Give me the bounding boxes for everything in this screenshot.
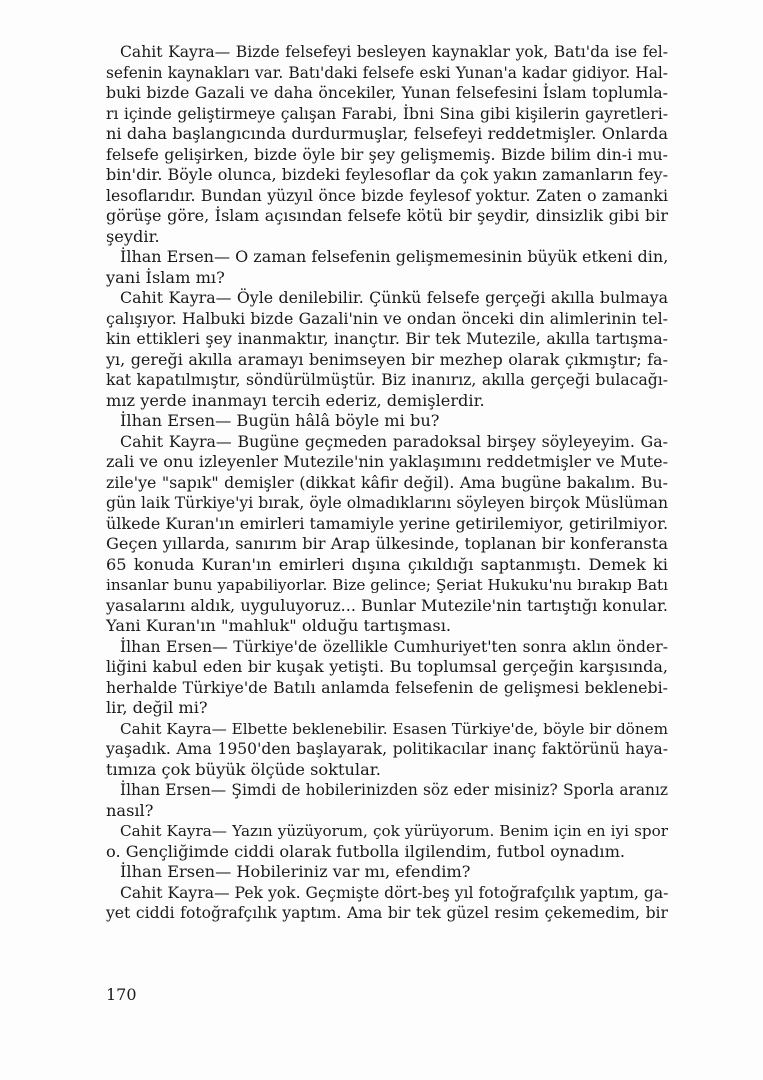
text-line: buki bizde Gazali ve daha öncekiler, Yunan felsefesini İslam toplumla- <box>106 83 668 102</box>
text-line: Cahit Kayra— Öyle denilebilir. Çünkü felsefe gerçeği akılla bulmaya <box>120 288 668 307</box>
text-line: İlhan Ersen— Türkiye'de özellikle Cumhuriyet'ten sonra aklın önder- <box>120 637 668 656</box>
text-line: Yani Kuran'ın "mahluk" olduğu tartışması. <box>106 616 452 635</box>
body-text <box>106 42 668 924</box>
text-line: İlhan Ersen— Hobileriniz var mı, efendim? <box>120 862 471 881</box>
text-line: o. Gençliğimde ciddi olarak futbolla ilgilendim, futbol oynadım. <box>106 841 626 861</box>
text-line: yani İslam mı? <box>106 267 225 287</box>
text-line: nasıl? <box>106 800 154 820</box>
text-line: Cahit Kayra— Elbette beklenebilir. Esasen Türkiye'de, böyle bir dönem <box>120 719 668 738</box>
text-line: Cahit Kayra— Bizde felsefeyi besleyen kaynaklar yok, Batı'da ise fel- <box>120 43 668 61</box>
text-line: İlhan Ersen— Şimdi de hobilerinizden söz eder misiniz? Sporla aranız <box>120 781 668 799</box>
text-line: insanlar bunu yapabiliyorlar. Bize gelince; Şeriat Hukuku'nu bırakıp Batı <box>106 576 668 594</box>
text-line: mız yerde inanmayı tercih ederiz, demişlerdir. <box>106 390 485 410</box>
text-line: tımıza çok büyük ölçüde soktular. <box>106 759 381 779</box>
text-line: görüşe göre, İslam açısından felsefe kötü bir şeydir, dinsizlik gibi bir <box>106 206 668 225</box>
text-line: İlhan Ersen— Bugün hâlâ böyle mi bu? <box>120 411 440 430</box>
text-line: lesoflarıdır. Bundan yüzyıl önce bizde feylesof yoktur. Zaten o zamanki <box>106 186 668 205</box>
text-line: kat kapatılmıştır, söndürülmüştür. Biz inanırız, akılla gerçeği bulacağı- <box>106 371 668 389</box>
text-line: şeydir. <box>106 226 160 246</box>
text-line: kin ettikleri şey inanmaktır, inançtır. Bir tek Mutezile, akılla tartışma- <box>106 329 668 348</box>
text-line: liğini kabul eden bir kuşak yetişti. Bu toplumsal gerçeğin karşısında, <box>106 657 668 676</box>
text-line: ni daha başlangıcında durdurmuşlar, felsefeyi reddetmişler. Onlarda <box>106 124 668 143</box>
text-line: çalışıyor. Halbuki bizde Gazali'nin ve ondan önceki din alimlerinin tel- <box>106 308 668 328</box>
text-line: Geçen yıllarda, sanırım bir Arap ülkesinde, toplanan bir konferansta <box>106 534 668 553</box>
text-line: felsefe gelişirken, bizde öyle bir şey gelişmemiş. Bizde bilim din-i mu- <box>106 144 668 164</box>
text-line: zali ve onu izleyenler Mutezile'nin yaklaşımını reddetmişler ve Mute- <box>106 452 668 471</box>
text-line: sefenin kaynakları var. Batı'daki felsefe eski Yunan'a kadar gidiyor. Hal- <box>106 63 668 82</box>
text-line: yasalarını aldık, uyguluyoruz... Bunlar Mutezile'nin tartıştığı konular. <box>106 595 668 615</box>
text-line: gün laik Türkiye'yi bırak, öyle olmadıklarını söyleyen birçok Müslüman <box>106 494 668 512</box>
text-line: Cahit Kayra— Bugüne geçmeden paradoksal birşey söyleyeyim. Ga- <box>120 431 668 451</box>
text-line: 65 konuda Kuran'ın emirleri dışına çıkıldığı saptanmıştı. Demek ki <box>106 554 668 574</box>
text-line: Cahit Kayra— Yazın yüzüyorum, çok yürüyorum. Benim için en iyi spor <box>120 822 668 840</box>
text-line: Cahit Kayra— Pek yok. Geçmişte dört-beş yıl fotoğrafçılık yaptım, ga- <box>120 883 669 902</box>
text-line: herhalde Türkiye'de Batılı anlamda felsefenin de gelişmesi beklenebi- <box>106 677 668 697</box>
text-line: yet ciddi fotoğrafçılık yaptım. Ama bir tek güzel resim çekemedim, bir <box>106 904 668 922</box>
text-line: yı, gereği akılla aramayı benimseyen bir mezhep olarak çıkmıştır; fa- <box>106 349 668 369</box>
text-line: rı içinde geliştirmeye çalışan Farabi, İbni Sina gibi kişilerin gayretleri- <box>106 104 668 123</box>
page-number: 170 <box>106 985 137 1004</box>
text-line: yaşadık. Ama 1950'den başlayarak, politikacılar inanç faktörünü haya- <box>106 740 668 758</box>
text-line: lir, değil mi? <box>106 698 208 717</box>
text-line: zile'ye "sapık" demişler (dikkat kâfir değil). Ama bugüne bakalım. Bu- <box>106 472 668 492</box>
text-line: ülkede Kuran'ın emirleri tamamiyle yerine getirilemiyor, getirilmiyor. <box>106 513 669 533</box>
text-line: İlhan Ersen— O zaman felsefenin gelişmemesinin büyük etkeni din, <box>120 247 669 266</box>
text-line: bin'dir. Böyle olunca, bizdeki feylesoflar da çok yakın zamanların fey- <box>106 165 668 184</box>
